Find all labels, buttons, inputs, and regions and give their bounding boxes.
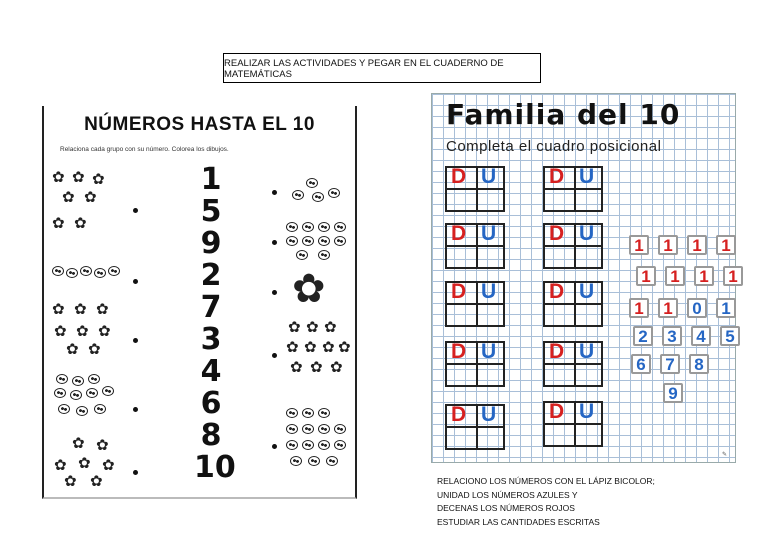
ladybug-icon (76, 406, 88, 416)
flower-icon: ✿ (286, 338, 299, 356)
tens-header: D (549, 165, 565, 188)
number-tile: 1 (694, 266, 714, 286)
worksheet-title: Familia del 10 (446, 98, 681, 131)
ladybug-icon (70, 390, 82, 400)
flower-icon: ✿ (74, 300, 87, 318)
number-tile: 7 (660, 354, 680, 374)
ladybug-icon (318, 236, 330, 246)
instruction-line: RELACIONO LOS NÚMEROS CON EL LÁPIZ BICOLOR; (437, 476, 655, 486)
dot-icon[interactable] (133, 338, 138, 343)
number-tile: 6 (631, 354, 651, 374)
ladybug-icon (56, 374, 68, 384)
ladybug-icon (66, 268, 78, 278)
instruction-line: ESTUDIAR LAS CANTIDADES ESCRITAS (437, 516, 600, 527)
place-value-table[interactable] (543, 341, 603, 387)
flower-icon: ✿ (304, 338, 317, 356)
ladybug-icon (302, 440, 314, 450)
worksheet-title: NÚMEROS HASTA EL 10 (84, 114, 315, 135)
number-tile: 0 (687, 298, 707, 318)
flower-icon: ✿ (96, 436, 109, 454)
activity-instructions (437, 475, 655, 529)
tens-header: D (549, 400, 565, 423)
flower-icon: ✿ (90, 472, 103, 490)
number-tile: 5 (720, 326, 740, 346)
number-6: 6 (200, 386, 222, 421)
units-header: U (579, 165, 595, 188)
flower-icon: ✿ (62, 188, 75, 206)
place-value-table[interactable] (543, 281, 603, 327)
flower-icon: ✿ (72, 434, 85, 452)
flower-icon: ✿ (288, 318, 301, 336)
number-9: 9 (200, 226, 222, 261)
units-header: U (481, 403, 497, 426)
instruction-line: DECENAS LOS NÚMEROS ROJOS (437, 503, 575, 513)
flower-icon: ✿ (72, 168, 85, 186)
ladybug-icon (52, 266, 64, 276)
worksheet-numeros-hasta-10 (42, 106, 357, 499)
number-tile: 3 (662, 326, 682, 346)
ladybug-icon (296, 250, 308, 260)
flower-icon: ✿ (52, 300, 65, 318)
ladybug-icon (302, 408, 314, 418)
dot-icon[interactable] (272, 240, 277, 245)
flower-icon: ✿ (310, 358, 323, 376)
ladybug-icon (326, 456, 338, 466)
place-value-table[interactable] (543, 166, 603, 212)
worksheet-familia-del-10 (431, 93, 736, 463)
tens-header: D (451, 340, 467, 363)
dot-icon[interactable] (272, 290, 277, 295)
flower-icon: ✿ (78, 454, 91, 472)
ladybug-icon (290, 456, 302, 466)
flower-icon: ✿ (54, 456, 67, 474)
number-tile: 1 (665, 266, 685, 286)
ladybug-icon (302, 222, 314, 232)
number-tile: 1 (658, 298, 678, 318)
flower-icon: ✿ (84, 188, 97, 206)
place-value-table[interactable] (445, 341, 505, 387)
dot-icon[interactable] (133, 208, 138, 213)
number-4: 4 (200, 354, 222, 389)
worksheet-subtitle: Completa el cuadro posicional (446, 138, 662, 155)
dot-icon[interactable] (272, 353, 277, 358)
ladybug-icon (318, 222, 330, 232)
place-value-table[interactable] (445, 223, 505, 269)
ladybug-icon (312, 192, 324, 202)
ladybug-icon (318, 440, 330, 450)
ladybug-icon (94, 404, 106, 414)
number-tile: 8 (689, 354, 709, 374)
tens-header: D (549, 340, 565, 363)
tens-header: D (451, 280, 467, 303)
instruction-header-text: REALIZAR LAS ACTIVIDADES Y PEGAR EN EL CUADERNO DE MATEMÁTICAS (224, 58, 504, 80)
units-header: U (481, 340, 497, 363)
tens-header: D (451, 222, 467, 245)
ladybug-icon (302, 236, 314, 246)
number-tile: 2 (633, 326, 653, 346)
flower-icon: ✿ (322, 338, 335, 356)
ladybug-icon (334, 424, 346, 434)
units-header: U (579, 280, 595, 303)
worksheet-subtitle: Relaciona cada grupo con su número. Colorea los dibujos. (60, 146, 229, 153)
dot-icon[interactable] (133, 407, 138, 412)
ladybug-icon (334, 236, 346, 246)
ladybug-icon (318, 408, 330, 418)
ladybug-icon (108, 266, 120, 276)
instruction-header (223, 53, 541, 83)
flower-icon: ✿ (88, 340, 101, 358)
ladybug-icon (328, 188, 340, 198)
flower-icon: ✿ (306, 318, 319, 336)
number-tile: 4 (691, 326, 711, 346)
number-tile: 1 (636, 266, 656, 286)
ladybug-icon (88, 374, 100, 384)
ladybug-icon (308, 456, 320, 466)
tens-header: D (451, 165, 467, 188)
number-tile: 9 (663, 383, 683, 403)
number-3: 3 (200, 322, 222, 357)
ladybug-icon (318, 424, 330, 434)
number-tile: 1 (629, 235, 649, 255)
corner-signature: ✎ (721, 452, 727, 458)
ladybug-icon (334, 440, 346, 450)
flower-icon: ✿ (64, 472, 77, 490)
ladybug-icon (306, 178, 318, 188)
flower-icon: ✿ (66, 340, 79, 358)
ladybug-icon (72, 376, 84, 386)
ladybug-icon (292, 190, 304, 200)
ladybug-icon (94, 268, 106, 278)
place-value-table[interactable] (445, 166, 505, 212)
flower-icon: ✿ (96, 300, 109, 318)
flower-icon: ✿ (292, 266, 326, 312)
dot-icon[interactable] (272, 190, 277, 195)
place-value-table[interactable] (445, 281, 505, 327)
number-10: 10 (194, 450, 236, 485)
flower-icon: ✿ (102, 456, 115, 474)
units-header: U (579, 340, 595, 363)
units-header: U (481, 165, 497, 188)
flower-icon: ✿ (52, 168, 65, 186)
ladybug-icon (80, 266, 92, 276)
ladybug-icon (54, 388, 66, 398)
tens-header: D (549, 280, 565, 303)
flower-icon: ✿ (98, 322, 111, 340)
number-tile: 1 (716, 298, 736, 318)
units-header: U (579, 222, 595, 245)
dot-icon[interactable] (133, 279, 138, 284)
place-value-table[interactable] (543, 401, 603, 447)
ladybug-icon (318, 250, 330, 260)
tens-header: D (451, 403, 467, 426)
flower-icon: ✿ (54, 322, 67, 340)
instruction-line: UNIDAD LOS NÚMEROS AZULES Y (437, 489, 578, 500)
number-7: 7 (200, 290, 222, 325)
ladybug-icon (302, 424, 314, 434)
number-5: 5 (200, 194, 222, 229)
place-value-table[interactable] (445, 404, 505, 450)
units-header: U (579, 400, 595, 423)
number-8: 8 (200, 418, 222, 453)
ladybug-icon (286, 440, 298, 450)
dot-icon[interactable] (272, 444, 277, 449)
ladybug-icon (86, 388, 98, 398)
flower-icon: ✿ (290, 358, 303, 376)
units-header: U (481, 280, 497, 303)
flower-icon: ✿ (330, 358, 343, 376)
ladybug-icon (102, 386, 114, 396)
number-tile: 1 (716, 235, 736, 255)
place-value-table[interactable] (543, 223, 603, 269)
ladybug-icon (286, 236, 298, 246)
dot-icon[interactable] (133, 470, 138, 475)
tens-header: D (549, 222, 565, 245)
number-1: 1 (200, 162, 222, 197)
flower-icon: ✿ (324, 318, 337, 336)
flower-icon: ✿ (52, 214, 65, 232)
ladybug-icon (334, 222, 346, 232)
flower-icon: ✿ (92, 170, 105, 188)
number-tile: 1 (629, 298, 649, 318)
number-tile: 1 (658, 235, 678, 255)
ladybug-icon (286, 424, 298, 434)
number-tile: 1 (687, 235, 707, 255)
flower-icon: ✿ (76, 322, 89, 340)
ladybug-icon (286, 408, 298, 418)
ladybug-icon (286, 222, 298, 232)
ladybug-icon (58, 404, 70, 414)
number-tile: 1 (723, 266, 743, 286)
units-header: U (481, 222, 497, 245)
number-2: 2 (200, 258, 222, 293)
flower-icon: ✿ (338, 338, 351, 356)
flower-icon: ✿ (74, 214, 87, 232)
